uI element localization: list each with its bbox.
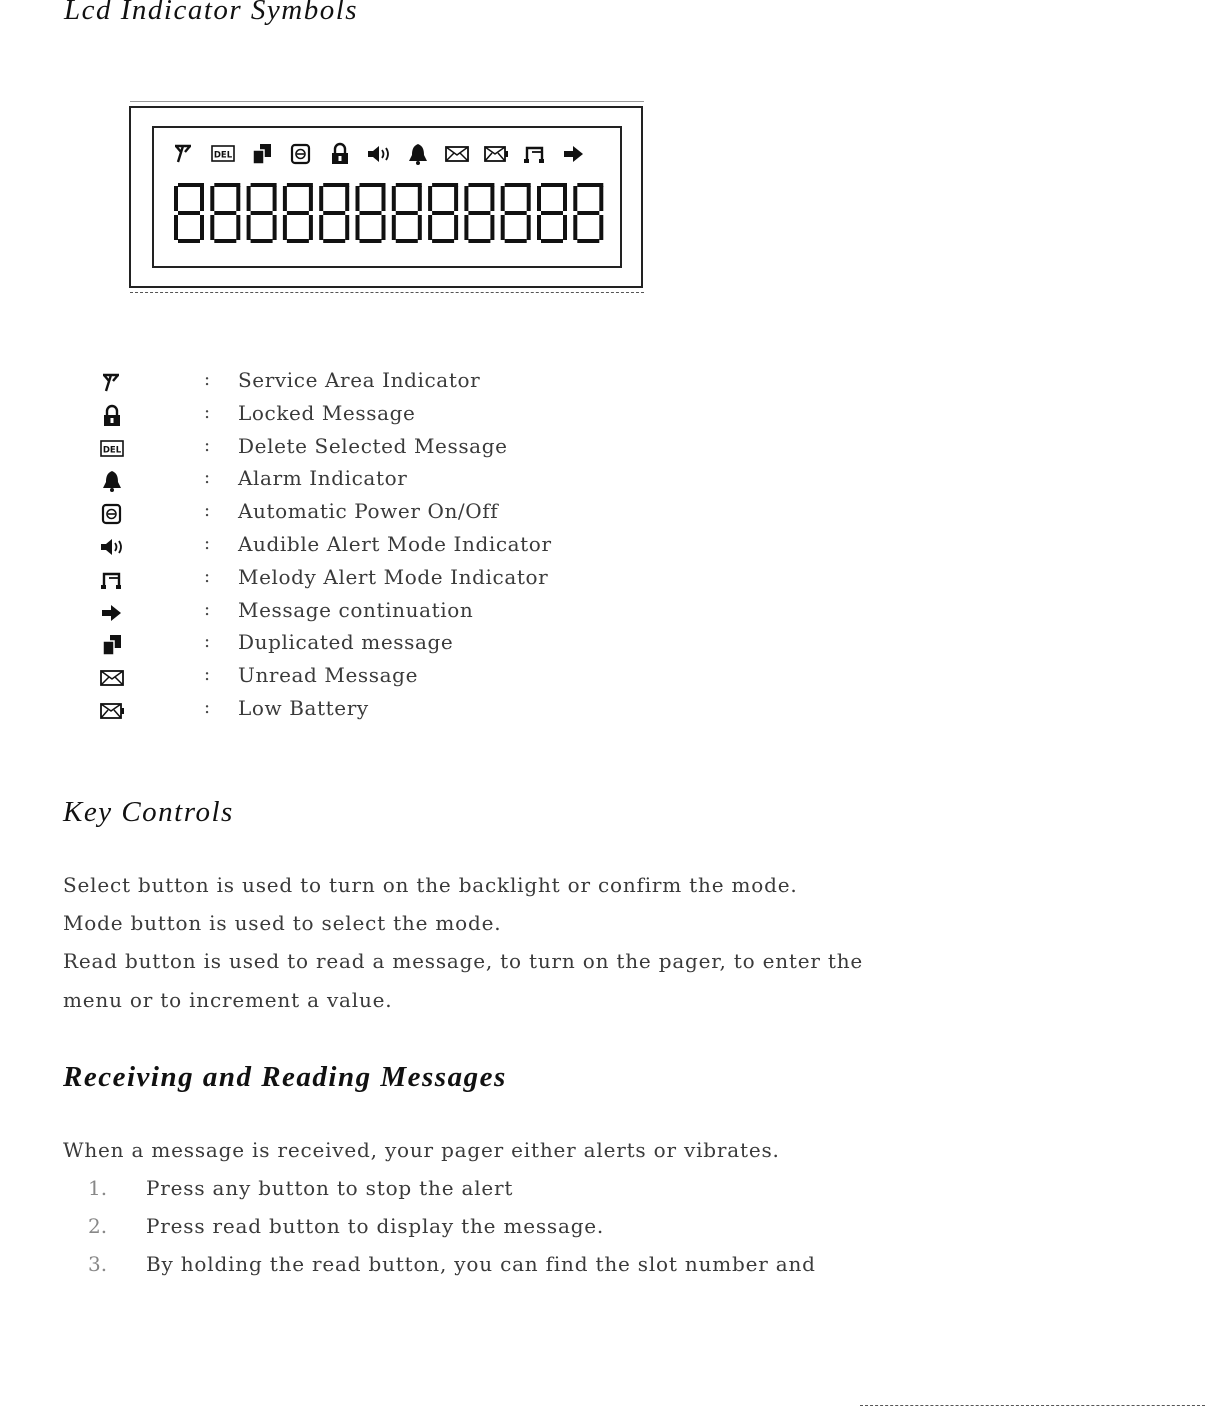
lcd-digit	[428, 183, 458, 243]
scan-rule-top	[130, 101, 644, 102]
step-number: 3.	[88, 1252, 108, 1276]
key-controls-line: menu or to increment a value.	[63, 988, 393, 1012]
step-text: Press read button to display the message.	[146, 1214, 605, 1238]
legend-separator: :	[204, 631, 211, 653]
melody-icon	[92, 568, 132, 592]
del-icon	[92, 437, 132, 461]
key-controls-line: Read button is used to read a message, to turn on the pager, to enter the	[63, 949, 864, 973]
antenna-icon	[92, 371, 132, 395]
legend-separator: :	[204, 697, 211, 718]
lcd-digit-row	[174, 183, 614, 243]
legend-separator: :	[204, 533, 211, 554]
envelope-battery-icon	[92, 699, 132, 723]
legend-label: Unread Message	[238, 663, 419, 688]
lcd-bell-icon	[409, 144, 427, 165]
legend-separator: :	[204, 401, 211, 423]
speaker-icon	[92, 535, 132, 559]
lcd-digit	[319, 183, 349, 243]
legend-label: Delete Selected Message	[238, 433, 508, 458]
svg-text:DEL: DEL	[213, 150, 233, 161]
scan-rule-bottom	[130, 292, 644, 293]
receiving-intro: When a message is received, your pager either alerts or vibrates.	[63, 1138, 780, 1162]
envelope-icon	[92, 666, 132, 690]
lcd-digit	[501, 183, 531, 243]
legend-label: Locked Message	[238, 400, 416, 425]
step-number: 1.	[88, 1176, 108, 1200]
legend-label: Service Area Indicator	[238, 368, 481, 392]
lcd-speaker-icon	[368, 146, 388, 162]
key-controls-line: Select button is used to turn on the backlight or confirm the mode.	[63, 873, 798, 897]
lcd-section-heading: Lcd Indicator Symbols	[64, 0, 359, 26]
legend-separator: :	[204, 369, 211, 390]
legend-separator: :	[204, 467, 211, 489]
lcd-melody-icon	[524, 148, 544, 163]
lcd-digit	[537, 183, 567, 243]
lcd-digit	[247, 183, 277, 243]
legend-label: Duplicated message	[238, 630, 454, 655]
lcd-del-icon	[212, 146, 234, 161]
lock-icon	[92, 404, 132, 428]
lcd-digit	[464, 183, 494, 243]
legend-separator: :	[204, 434, 211, 456]
legend-label: Melody Alert Mode Indicator	[238, 564, 549, 589]
step-text: By holding the read button, you can find the slot number and	[146, 1252, 816, 1276]
key-controls-heading: Key Controls	[63, 796, 234, 828]
legend-separator: :	[204, 565, 211, 587]
lcd-digit	[356, 183, 386, 243]
bell-icon	[92, 469, 132, 493]
lcd-clock-icon	[292, 145, 309, 163]
legend-label: Message continuation	[238, 597, 474, 622]
lcd-antenna-icon	[175, 146, 191, 162]
legend-separator: :	[204, 500, 211, 522]
lcd-screen	[152, 126, 622, 268]
key-controls-line: Mode button is used to select the mode.	[63, 911, 502, 935]
lcd-lock-icon	[332, 144, 348, 164]
lcd-envelope-battery-icon	[485, 147, 508, 161]
lcd-duplicate-icon	[253, 144, 271, 164]
step-number: 2.	[88, 1214, 108, 1238]
legend-label: Alarm Indicator	[238, 466, 408, 491]
svg-text:DEL: DEL	[102, 445, 122, 456]
clock-icon	[92, 502, 132, 526]
legend-separator: :	[204, 664, 211, 686]
receiving-heading: Receiving and Reading Messages	[63, 1061, 507, 1093]
lcd-digit	[392, 183, 422, 243]
lcd-arrow-icon	[564, 146, 583, 162]
legend-label: Automatic Power On/Off	[238, 499, 499, 524]
lcd-digit	[283, 183, 313, 243]
step-text: Press any button to stop the alert	[146, 1176, 514, 1200]
lcd-icon-row	[172, 142, 612, 168]
lcd-envelope-icon	[446, 147, 468, 161]
legend-separator: :	[204, 598, 211, 620]
arrow-icon	[92, 601, 132, 625]
scan-rule-footer	[860, 1405, 1205, 1406]
legend-label: Audible Alert Mode Indicator	[238, 532, 552, 556]
legend-label: Low Battery	[238, 696, 369, 720]
lcd-digit	[573, 183, 603, 243]
lcd-panel-illustration	[129, 106, 643, 288]
lcd-digit	[210, 183, 240, 243]
duplicate-icon	[92, 633, 132, 657]
lcd-digit	[174, 183, 204, 243]
